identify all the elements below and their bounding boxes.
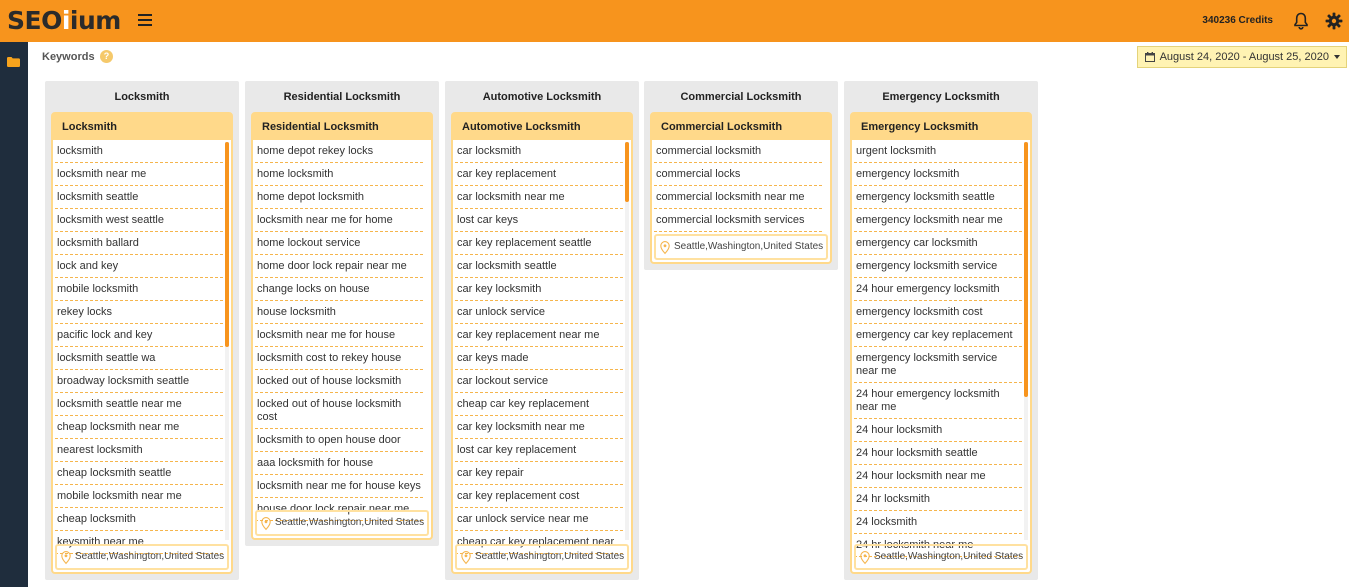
keyword-list-container — [852, 140, 1030, 551]
keyword-item[interactable]: 24 hour locksmith seattle — [854, 442, 1022, 465]
keyword-item[interactable]: commercial locksmith — [654, 140, 822, 163]
keyword-list — [53, 140, 231, 554]
keyword-item[interactable]: car key replacement cost — [455, 485, 623, 508]
keyword-item[interactable]: 24 hour locksmith — [854, 419, 1022, 442]
scrollbar-thumb[interactable] — [1024, 142, 1028, 397]
keyword-item[interactable]: car key locksmith — [455, 278, 623, 301]
keyword-item[interactable]: 24 hour emergency locksmith — [854, 278, 1022, 301]
keyword-item[interactable]: home depot locksmith — [255, 186, 423, 209]
logo[interactable]: SEOiium — [7, 6, 121, 35]
keyword-item[interactable]: locksmith seattle near me — [55, 393, 223, 416]
column-title: Commercial Locksmith — [680, 91, 802, 103]
keyword-item[interactable]: home depot rekey locks — [255, 140, 423, 163]
location-label: Seattle,Washington,United States — [674, 241, 824, 252]
keyword-card — [451, 112, 633, 574]
keyword-item[interactable]: broadway locksmith seattle — [55, 370, 223, 393]
location-pin-icon — [461, 551, 471, 564]
keyword-item[interactable]: rekey locks — [55, 301, 223, 324]
keyword-item[interactable]: cheap locksmith — [55, 508, 223, 531]
keyword-item[interactable]: locksmith near me for home — [255, 209, 423, 232]
keyword-item[interactable]: car key replacement — [455, 163, 623, 186]
keyword-card — [850, 112, 1032, 574]
keyword-item[interactable]: locksmith — [55, 140, 223, 163]
keyword-item[interactable]: car key locksmith near me — [455, 416, 623, 439]
top-bar — [0, 0, 1349, 42]
folder-icon[interactable] — [7, 57, 20, 67]
keyword-item[interactable]: emergency locksmith cost — [854, 301, 1022, 324]
keyword-item[interactable]: cheap locksmith seattle — [55, 462, 223, 485]
keyword-item[interactable]: commercial locksmith services — [654, 209, 822, 232]
keyword-item[interactable]: emergency car key replacement — [854, 324, 1022, 347]
keyword-item[interactable]: 24 hr locksmith near me — [854, 534, 1022, 557]
gear-icon[interactable] — [1325, 12, 1343, 30]
keyword-item[interactable]: commercial locks — [654, 163, 822, 186]
keyword-item[interactable]: mobile locksmith near me — [55, 485, 223, 508]
location-label: Seattle,Washington,United States — [874, 551, 1024, 562]
help-icon[interactable]: ? — [100, 50, 113, 63]
keyword-item[interactable]: 24 hr locksmith — [854, 488, 1022, 511]
keyword-item[interactable]: locksmith near me for house — [255, 324, 423, 347]
calendar-icon — [1145, 52, 1155, 62]
card-title: Emergency Locksmith — [852, 114, 1030, 140]
keyword-item[interactable]: emergency locksmith seattle — [854, 186, 1022, 209]
keyword-item[interactable]: locked out of house locksmith cost — [255, 393, 423, 429]
location-pin-icon — [860, 551, 870, 564]
column-title: Residential Locksmith — [283, 91, 401, 103]
location-badge — [55, 544, 229, 570]
keyword-card — [251, 112, 433, 540]
credits-count: 340236 Credits — [1202, 15, 1273, 26]
location-badge — [255, 510, 429, 536]
location-badge — [854, 544, 1028, 570]
location-badge — [654, 234, 828, 260]
left-sidebar — [0, 42, 28, 587]
page-title: Keywords — [42, 51, 95, 63]
keyword-item[interactable]: lock and key — [55, 255, 223, 278]
keyword-item[interactable]: emergency locksmith service near me — [854, 347, 1022, 383]
keyword-item[interactable]: nearest locksmith — [55, 439, 223, 462]
keyword-item[interactable]: car unlock service — [455, 301, 623, 324]
keyword-item[interactable]: emergency locksmith — [854, 163, 1022, 186]
keyword-item[interactable]: car locksmith seattle — [455, 255, 623, 278]
location-label: Seattle,Washington,United States — [275, 517, 425, 528]
keyword-item[interactable]: home door lock repair near me — [255, 255, 423, 278]
keyword-item[interactable]: 24 hour emergency locksmith near me — [854, 383, 1022, 419]
location-pin-icon — [660, 241, 670, 254]
keyword-item[interactable]: car unlock service near me — [455, 508, 623, 531]
keyword-item[interactable]: commercial locksmith near me — [654, 186, 822, 209]
location-pin-icon — [261, 517, 271, 530]
date-range-label: August 24, 2020 - August 25, 2020 — [1159, 51, 1329, 63]
keyword-list — [652, 140, 830, 232]
keyword-item[interactable]: home lockout service — [255, 232, 423, 255]
keyword-item[interactable]: car locksmith — [455, 140, 623, 163]
keyword-item[interactable]: 24 locksmith — [854, 511, 1022, 534]
keyword-item[interactable]: lost car key replacement — [455, 439, 623, 462]
keyword-list — [253, 140, 431, 521]
keyword-item[interactable]: cheap locksmith near me — [55, 416, 223, 439]
keyword-column-locksmith — [45, 81, 239, 580]
keyword-item[interactable]: car key replacement seattle — [455, 232, 623, 255]
keyword-item[interactable]: lost car keys — [455, 209, 623, 232]
keyword-list-container — [253, 140, 431, 515]
keyword-item[interactable]: locksmith cost to rekey house — [255, 347, 423, 370]
keyword-list-container — [652, 140, 830, 232]
keyword-item[interactable]: house door lock repair near me — [255, 498, 423, 521]
keyword-card — [650, 112, 832, 264]
menu-icon[interactable] — [138, 14, 152, 26]
card-title: Automotive Locksmith — [453, 114, 631, 140]
keyword-item[interactable]: locksmith near me for house keys — [255, 475, 423, 498]
keyword-column-automotive — [445, 81, 639, 580]
location-label: Seattle,Washington,United States — [475, 551, 625, 562]
keyword-list-container — [53, 140, 231, 548]
column-title: Automotive Locksmith — [482, 91, 602, 103]
keyword-item[interactable]: mobile locksmith — [55, 278, 223, 301]
keyword-item[interactable]: car lockout service — [455, 370, 623, 393]
keyword-item[interactable]: car key replacement near me — [455, 324, 623, 347]
keyword-item[interactable]: locked out of house locksmith — [255, 370, 423, 393]
scrollbar-thumb[interactable] — [625, 142, 629, 202]
keyword-item[interactable]: home locksmith — [255, 163, 423, 186]
keyword-item[interactable]: 24 hour locksmith near me — [854, 465, 1022, 488]
keyword-column-residential — [245, 81, 439, 546]
column-title: Emergency Locksmith — [882, 91, 1000, 103]
keyword-item[interactable]: emergency car locksmith — [854, 232, 1022, 255]
keyword-item[interactable]: locksmith seattle wa — [55, 347, 223, 370]
keyword-item[interactable]: emergency locksmith near me — [854, 209, 1022, 232]
keyword-item[interactable]: aaa locksmith for house — [255, 452, 423, 475]
location-pin-icon — [61, 551, 71, 564]
keyword-item[interactable]: car keys made — [455, 347, 623, 370]
card-title: Residential Locksmith — [253, 114, 431, 140]
location-badge — [455, 544, 629, 570]
keyword-item[interactable]: car key repair — [455, 462, 623, 485]
column-title: Locksmith — [114, 91, 170, 103]
keyword-item[interactable]: locksmith to open house door — [255, 429, 423, 452]
keyword-list-container — [453, 140, 631, 548]
chevron-down-icon — [1334, 55, 1340, 59]
location-label: Seattle,Washington,United States — [75, 551, 225, 562]
keyword-column-emergency — [844, 81, 1038, 580]
keyword-item[interactable]: car locksmith near me — [455, 186, 623, 209]
keyword-item[interactable]: locksmith ballard — [55, 232, 223, 255]
keyword-list — [453, 140, 631, 554]
keyword-item[interactable]: keysmith near me — [55, 531, 223, 554]
card-title: Locksmith — [53, 114, 231, 140]
bell-icon[interactable] — [1293, 12, 1309, 30]
keyword-item[interactable]: pacific lock and key — [55, 324, 223, 347]
card-title: Commercial Locksmith — [652, 114, 830, 140]
scrollbar-thumb[interactable] — [225, 142, 229, 347]
keyword-item[interactable]: locksmith west seattle — [55, 209, 223, 232]
keyword-item[interactable]: cheap car key replacement near — [455, 531, 623, 554]
keyword-item[interactable]: locksmith near me — [55, 163, 223, 186]
date-range-picker[interactable] — [1137, 46, 1347, 68]
keyword-list — [852, 140, 1030, 557]
keyword-item[interactable]: urgent locksmith — [854, 140, 1022, 163]
keyword-column-commercial — [644, 81, 838, 270]
keyword-item[interactable]: locksmith seattle — [55, 186, 223, 209]
keyword-card — [51, 112, 233, 574]
keyword-item[interactable]: cheap car key replacement — [455, 393, 623, 416]
keyword-item[interactable]: change locks on house — [255, 278, 423, 301]
keyword-item[interactable]: house locksmith — [255, 301, 423, 324]
keyword-item[interactable]: emergency locksmith service — [854, 255, 1022, 278]
